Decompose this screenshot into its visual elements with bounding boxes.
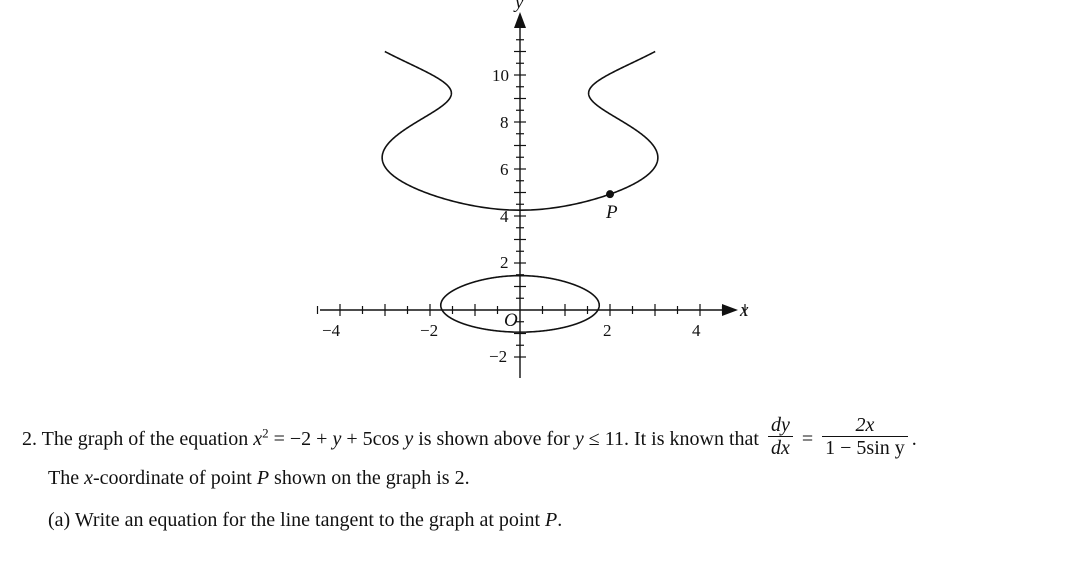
exponent: 2: [262, 425, 269, 441]
problem-line-2: [48, 466, 470, 490]
axes: [320, 12, 738, 378]
x-axis-label: x: [740, 300, 749, 321]
line2-text: shown on the graph is 2.: [274, 467, 470, 489]
var-y: y: [404, 428, 414, 451]
period: .: [557, 509, 563, 531]
equals-sign: =: [801, 428, 814, 451]
var-p: P: [256, 467, 270, 489]
statement-text: is shown above for: [418, 428, 570, 451]
point-p-label: P: [606, 202, 618, 223]
line2-text: -coordinate of point: [92, 467, 252, 489]
problem-number: 2.: [22, 428, 37, 451]
equation-part: = −2 +: [273, 428, 328, 451]
derivative-numerator: dy: [768, 414, 793, 437]
var-p: P: [545, 509, 558, 531]
y-tick-label: 10: [492, 66, 509, 85]
y-axis-arrow: [514, 12, 526, 28]
part-a-text: Write an equation for the line tangent to the graph at point: [74, 509, 540, 531]
part-a-label: (a): [48, 509, 71, 531]
statement-text: The graph of the equation: [41, 428, 249, 451]
point-p-marker: [606, 190, 614, 198]
line2-text: The: [48, 467, 80, 489]
var-y: y: [332, 428, 342, 451]
rhs-numerator: 2x: [822, 414, 908, 437]
rhs-denominator: 1 − 5sin y: [825, 437, 905, 459]
var-x: x: [253, 428, 263, 451]
equation-part: + 5cos: [346, 428, 400, 451]
y-tick-label: 8: [500, 113, 509, 132]
y-axis-label: y: [515, 0, 524, 13]
derivative-fraction: [768, 414, 793, 459]
x-tick-label: −2: [420, 321, 439, 340]
x-axis-arrow: [722, 304, 738, 316]
var-y: y: [574, 428, 584, 451]
y-tick-label: 6: [500, 160, 509, 179]
origin-label: O: [504, 310, 518, 331]
var-x: x: [84, 467, 93, 489]
y-tick-label: 4: [500, 207, 509, 226]
part-a: [48, 508, 562, 532]
x-tick-label: 2: [603, 321, 612, 340]
derivative-denominator: dx: [770, 437, 790, 459]
period: .: [911, 428, 917, 451]
statement-text: ≤ 11. It is known that: [588, 428, 759, 451]
problem-statement: [22, 414, 917, 463]
x-tick-label: −4: [322, 321, 341, 340]
y-tick-label: −2: [489, 347, 508, 366]
rhs-fraction: [822, 414, 908, 459]
x-tick-label: 4: [692, 321, 701, 340]
y-tick-label: 2: [500, 253, 509, 272]
